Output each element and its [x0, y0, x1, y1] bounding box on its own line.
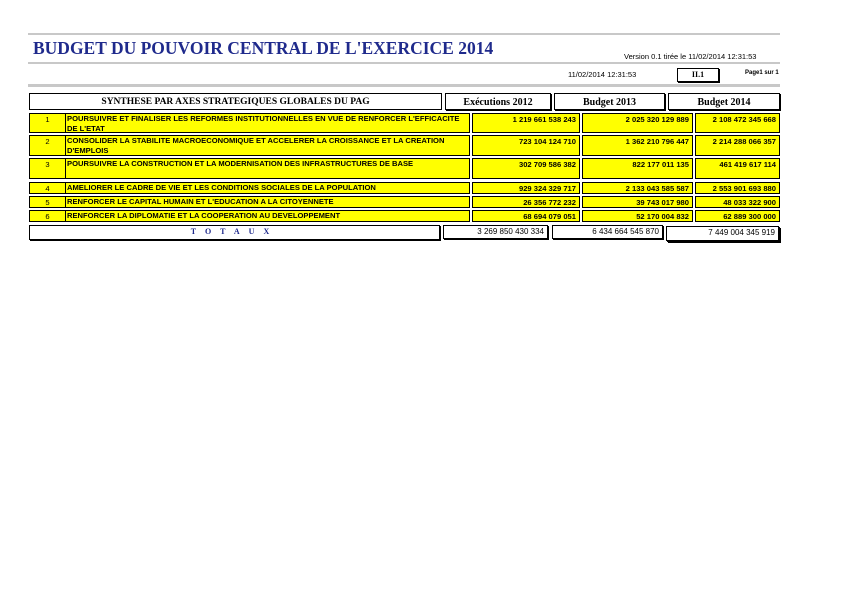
- table-row: [29, 158, 780, 179]
- row-number: 1: [29, 113, 66, 133]
- row-number: 4: [29, 182, 66, 194]
- total-exec-2012: 3 269 850 430 334: [443, 225, 548, 239]
- mid-rule: [28, 62, 780, 64]
- version-info: Version 0.1 tirée le 11/02/2014 12:31:53: [624, 52, 757, 61]
- column-header-budget-2013: Budget 2013: [554, 93, 665, 110]
- budget-2013-value: 52 170 004 832: [582, 210, 693, 222]
- exec-2012-value: 929 324 329 717: [472, 182, 580, 194]
- budget-2013-value: 822 177 011 135: [582, 158, 693, 179]
- print-timestamp: 11/02/2014 12:31:53: [568, 70, 637, 79]
- page-indicator: Page1 sur 1: [745, 70, 779, 76]
- header-rule: [28, 84, 780, 87]
- budget-2014-value: 48 033 322 900: [695, 196, 780, 208]
- column-header-budget-2014: Budget 2014: [668, 93, 780, 110]
- total-budget-2014: 7 449 004 345 919: [666, 226, 779, 241]
- page-title: BUDGET DU POUVOIR CENTRAL DE L'EXERCICE 2014: [33, 38, 494, 58]
- budget-2014-value: 62 889 300 000: [695, 210, 780, 222]
- totals-row: [29, 225, 781, 241]
- exec-2012-value: 302 709 586 382: [472, 158, 580, 179]
- budget-2014-value: 2 553 901 693 880: [695, 182, 780, 194]
- exec-2012-value: 1 219 661 538 243: [472, 113, 580, 133]
- row-label: RENFORCER LA DIPLOMATIE ET LA COOPERATION AU DEVELOPPEMENT: [65, 210, 470, 222]
- budget-2014-value: 461 419 617 114: [695, 158, 780, 179]
- row-label: AMELIORER LE CADRE DE VIE ET LES CONDITIONS SOCIALES DE LA POPULATION: [65, 182, 470, 194]
- budget-2013-value: 2 133 043 585 587: [582, 182, 693, 194]
- table-row: [29, 210, 780, 222]
- report-code: II.1: [677, 68, 719, 82]
- row-label: CONSOLIDER LA STABILITE MACROECONOMIQUE ET ACCELERER LA CROISSANCE ET LA CREATION D'EMPLOIS: [65, 135, 470, 156]
- row-label: POURSUIVRE LA CONSTRUCTION ET LA MODERNISATION DES INFRASTRUCTURES DE BASE: [65, 158, 470, 179]
- row-label: POURSUIVRE ET FINALISER LES REFORMES INSTITUTIONNELLES EN VUE DE RENFORCER L'EFFICACITE DE L'ETAT: [65, 113, 470, 133]
- row-label: RENFORCER LE CAPITAL HUMAIN ET L'EDUCATION A LA CITOYENNETE: [65, 196, 470, 208]
- exec-2012-value: 68 694 079 051: [472, 210, 580, 222]
- budget-2013-value: 1 362 210 796 447: [582, 135, 693, 156]
- column-header-exec-2012: Exécutions 2012: [445, 93, 551, 110]
- budget-2014-value: 2 108 472 345 668: [695, 113, 780, 133]
- budget-2014-value: 2 214 288 066 357: [695, 135, 780, 156]
- row-number: 3: [29, 158, 66, 179]
- totals-label: TOTAUX: [29, 225, 440, 240]
- table-row: [29, 113, 780, 133]
- row-number: 6: [29, 210, 66, 222]
- table-row: [29, 196, 780, 208]
- budget-2013-value: 39 743 017 980: [582, 196, 693, 208]
- row-number: 5: [29, 196, 66, 208]
- table-row: [29, 182, 780, 194]
- budget-2013-value: 2 025 320 129 889: [582, 113, 693, 133]
- total-budget-2013: 6 434 664 545 870: [552, 225, 663, 239]
- row-number: 2: [29, 135, 66, 156]
- table-row: [29, 135, 780, 156]
- top-rule: [28, 33, 780, 35]
- synthesis-heading: SYNTHESE PAR AXES STRATEGIQUES GLOBALES DU PAG: [29, 93, 442, 110]
- exec-2012-value: 723 104 124 710: [472, 135, 580, 156]
- exec-2012-value: 26 356 772 232: [472, 196, 580, 208]
